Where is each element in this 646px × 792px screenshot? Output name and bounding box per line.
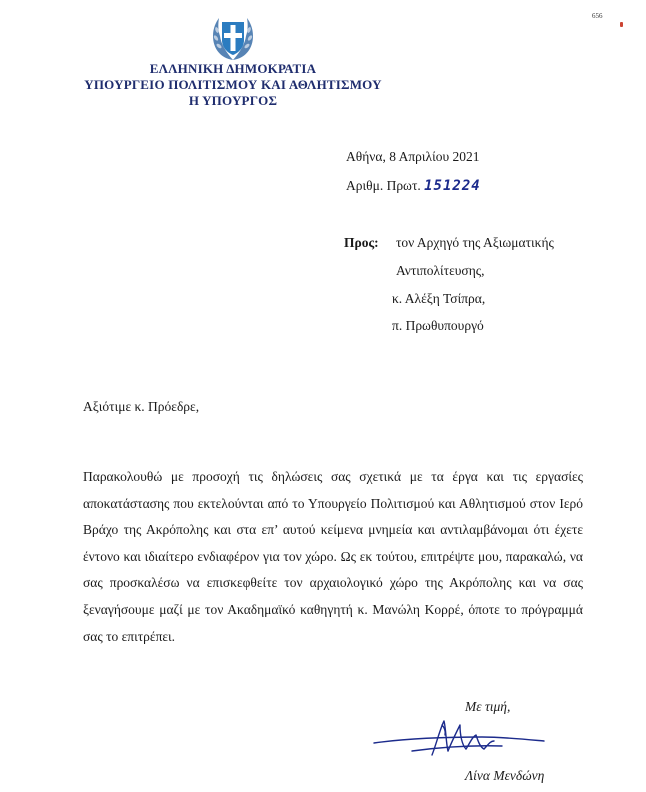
letterhead (40, 61, 426, 109)
recipient-line-1: τον Αρχηγό της Αξιωματικής (396, 235, 554, 250)
protocol-number: 151224 (424, 178, 481, 194)
closing: Με τιμή, (465, 699, 511, 714)
page-number: 656 (592, 12, 603, 20)
signer-name: Λίνα Μενδώνη (465, 768, 545, 783)
letterhead-country: ΕΛΛΗΝΙΚΗ ΔΗΜΟΚΡΑΤΙΑ (149, 61, 317, 76)
handwritten-signature (372, 715, 547, 765)
place-date: Αθήνα, 8 Απριλίου 2021 (346, 149, 480, 164)
protocol-label: Αριθμ. Πρωτ. (346, 178, 421, 193)
recipient-line-3: κ. Αλέξη Τσίπρα, (392, 291, 486, 306)
recipient-line-2: Αντιπολίτευσης, (396, 263, 485, 278)
salutation: Αξιότιμε κ. Πρόεδρε, (83, 399, 200, 414)
letterhead-ministry: ΥΠΟΥΡΓΕΙΟ ΠΟΛΙΤΙΣΜΟΥ ΚΑΙ ΑΘΛΗΤΙΣΜΟΥ (84, 77, 382, 92)
protocol-line (346, 178, 481, 194)
letter-body: Παρακολουθώ με προσοχή τις δηλώσεις σας σχετικά με τα έργα και τις εργασίες αποκατάστασης που εκτελούνται από το Υπουργείο Πολιτισμού και Αθλητισμού στον Ιερό Βράχο της Ακρόπολης και στα επ’ αυτού κείμενα μνημεία και αντιλαμβάνομαι ότι έχετε έντονο και ιδιαίτερο ενδιαφέρον για τον χώρο. Ως εκ τούτου, επιτρέψτε μου, παρακαλώ, να σας προσκαλέσω να επισκεφθείτε τον αρχαιολογικό χώρο της Ακρόπολης και να σας ξεναγήσουμε μαζί με τον Ακαδημαϊκό καθηγητή κ. Μανώλη Κορρέ, όποτε το πρόγραμμά σας το επιτρέπει. (83, 469, 583, 644)
recipient-line-4: π. Πρωθυπουργό (392, 318, 484, 333)
recipient-label: Προς: (344, 235, 379, 250)
greek-coat-of-arms-emblem (210, 14, 256, 62)
letterhead-office: Η ΥΠΟΥΡΓΟΣ (188, 93, 278, 108)
corner-mark (620, 22, 623, 27)
